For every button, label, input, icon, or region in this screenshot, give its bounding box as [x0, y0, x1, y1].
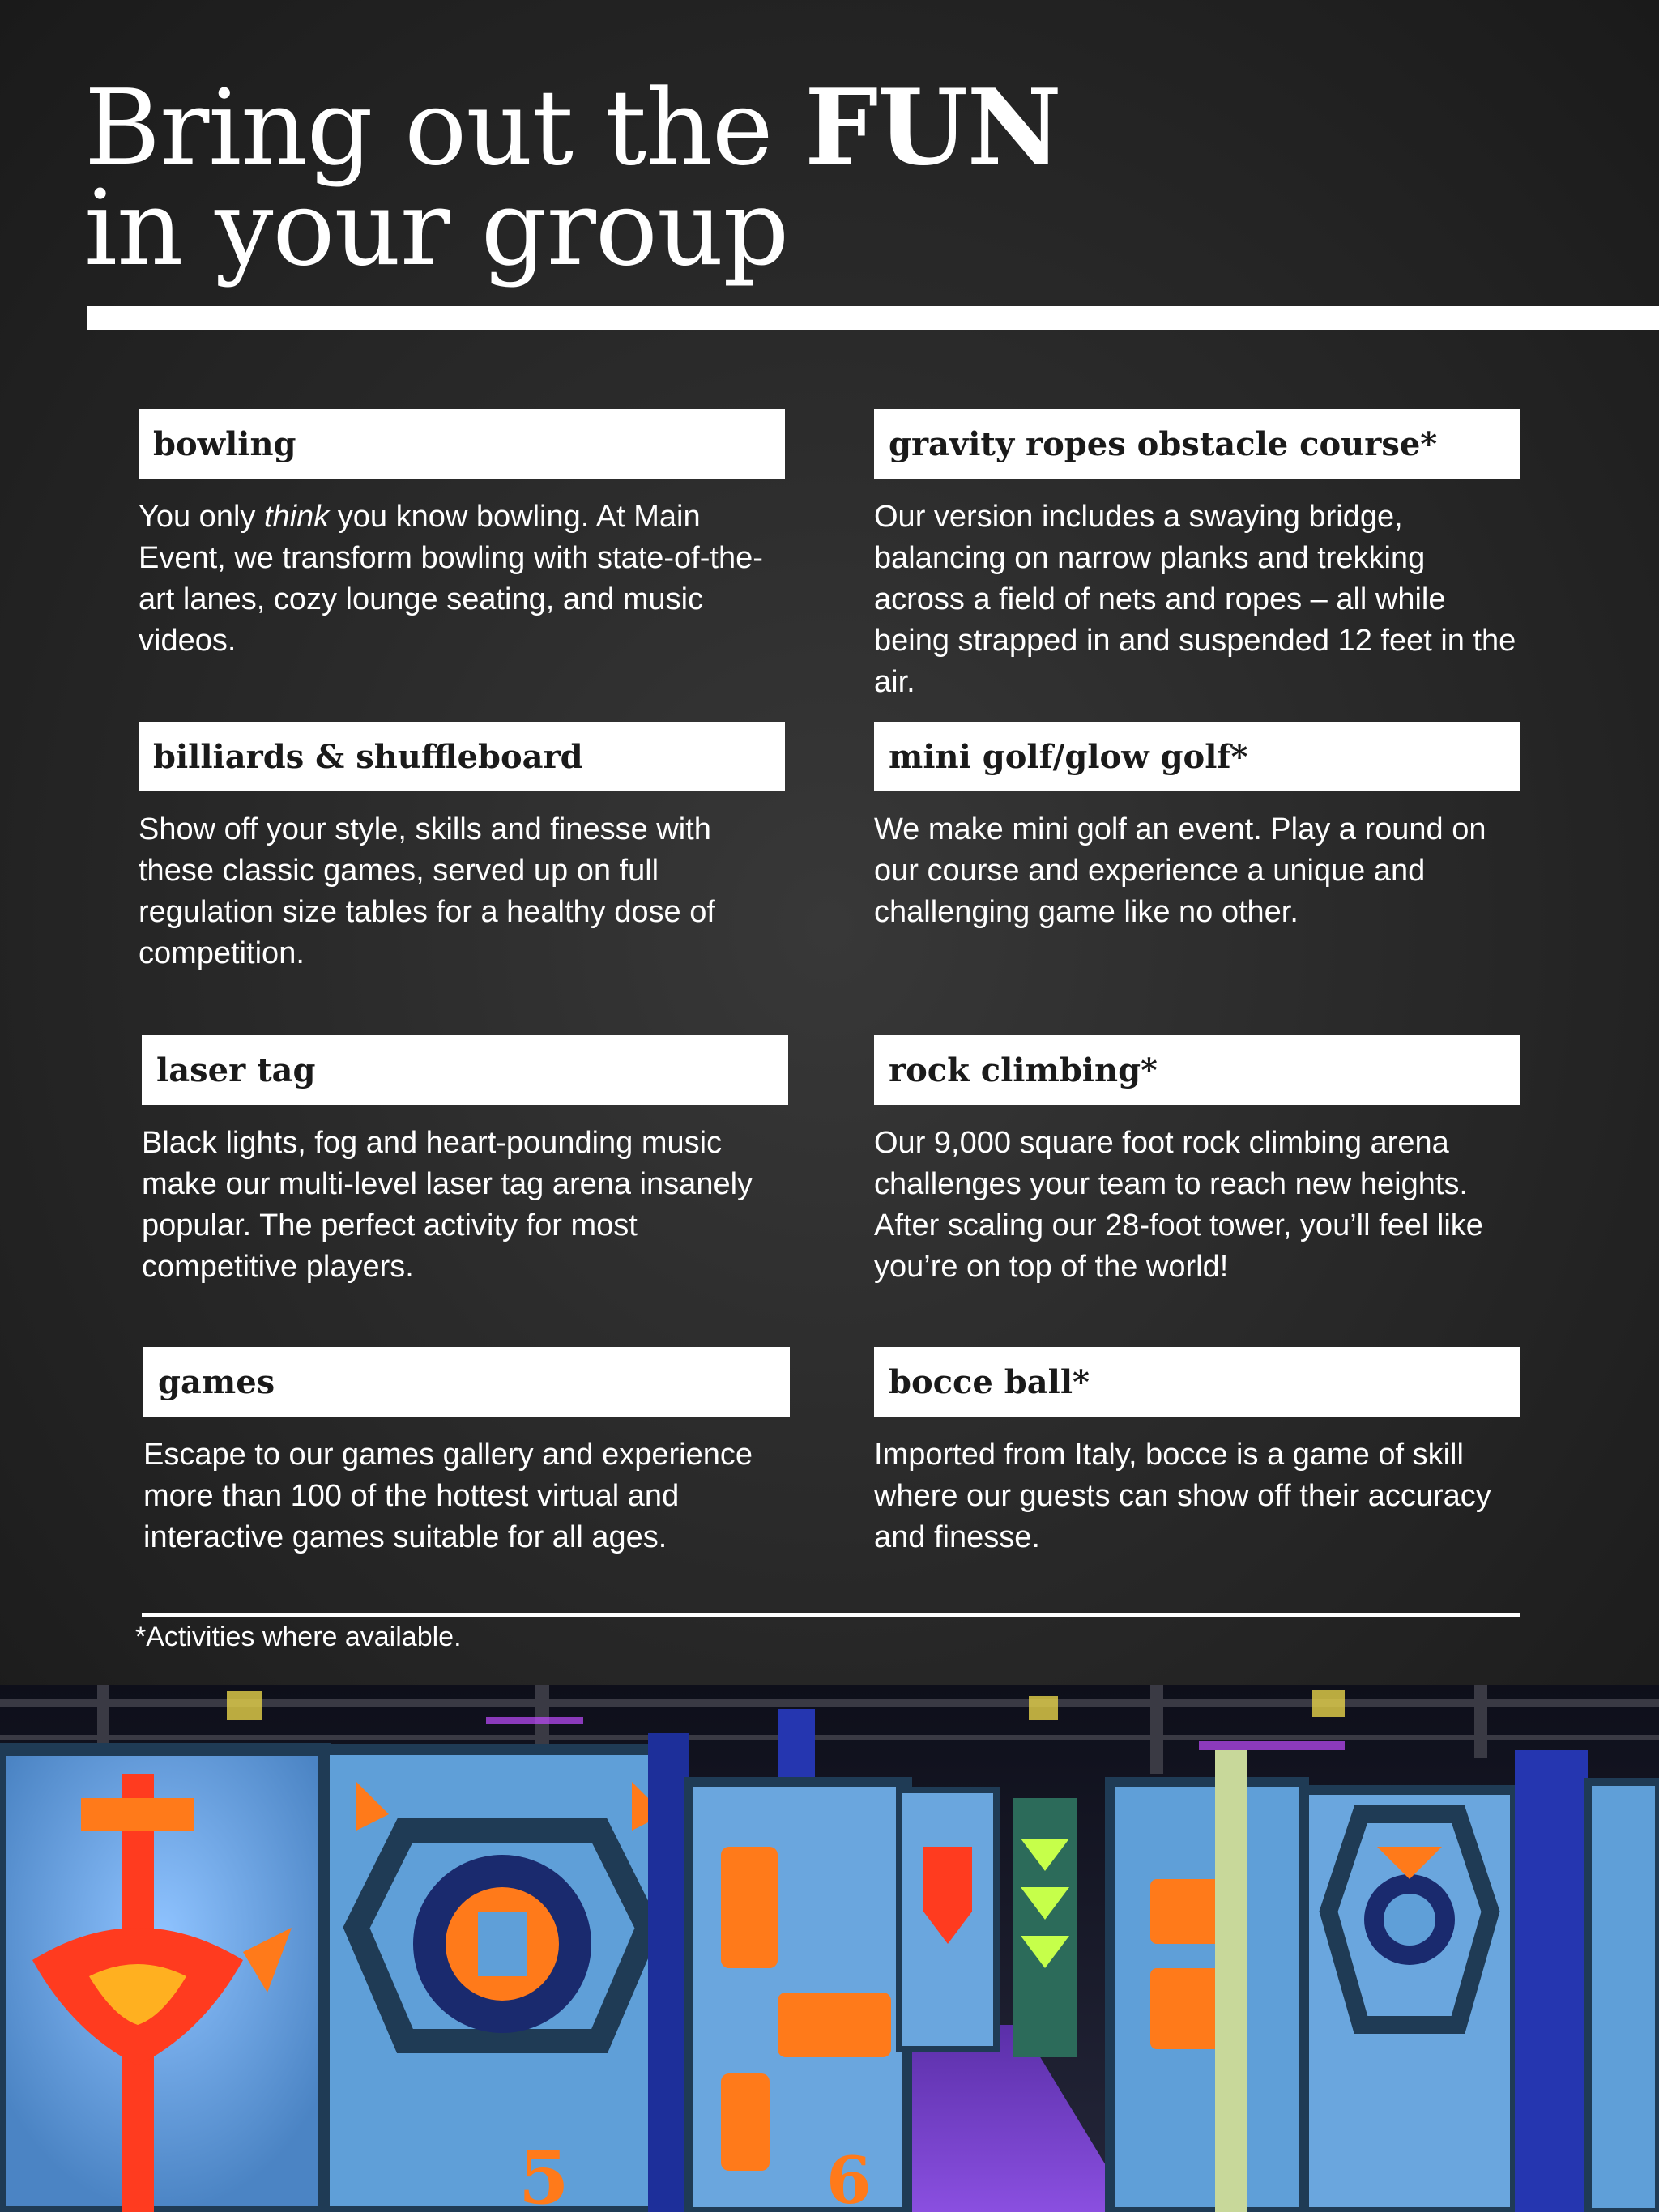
activity-title: bocce ball*: [874, 1347, 1520, 1417]
activity-card-billiards: [139, 722, 785, 974]
title-bold-text: FUN: [804, 67, 1061, 189]
activity-title: gravity ropes obstacle course*: [874, 409, 1520, 479]
title-light-text: Bring out the: [84, 68, 773, 189]
activity-description: Escape to our games gallery and experience more than 100 of the hottest virtual and interactive games suitable for all ages.: [143, 1438, 753, 1554]
header-divider: [87, 306, 1659, 330]
activity-description: Show off your style, skills and finesse with these classic games, served up on full regulation size tables for a healthy dose of competition.: [139, 812, 715, 970]
activity-title: games: [143, 1347, 790, 1417]
activity-card-bowling: [139, 409, 785, 662]
activity-description: Our 9,000 square foot rock climbing arena challenges your team to reach new heights. After scaling our 28-foot tower, you’ll feel like you’re on top of the world!: [874, 1126, 1483, 1284]
activity-description: Black lights, fog and heart-pounding music make our multi-level laser tag arena insanely popular. The perfect activity for most competitive players.: [142, 1126, 753, 1284]
activity-card-bocce-ball: [874, 1347, 1520, 1558]
activity-card-mini-golf: [874, 722, 1520, 933]
title-line-2: in your group: [84, 168, 789, 289]
activity-card-rock-climbing: [874, 1035, 1520, 1288]
activity-card-games: [143, 1347, 790, 1558]
page-title: [84, 67, 1061, 289]
activity-title: mini golf/glow golf*: [874, 722, 1520, 791]
activity-description: Imported from Italy, bocce is a game of skill where our guests can show off their accuracy and finesse.: [874, 1438, 1491, 1554]
activity-title: billiards & shuffleboard: [139, 722, 785, 791]
footer-divider: [142, 1613, 1520, 1617]
footnote: *Activities where available.: [135, 1622, 462, 1652]
activity-title: laser tag: [142, 1035, 788, 1105]
activity-description: Our version includes a swaying bridge, balancing on narrow planks and trekking across a field of nets and ropes – all while being strapped in and suspended 12 feet in the air.: [874, 500, 1516, 699]
activity-description: We make mini golf an event. Play a round on our course and experience a unique and challenging game like no other.: [874, 812, 1486, 929]
activity-title: bowling: [139, 409, 785, 479]
laser-tag-arena-photo: [0, 1685, 1659, 2212]
emphasis-text: think: [263, 500, 330, 534]
activity-description: You only think you know bowling. At Main Event, we transform bowling with state-of-the-art lanes, cozy lounge seating, and music videos.: [139, 500, 763, 658]
panel-number-5: 5: [518, 2135, 569, 2212]
panel-number-6: 6: [826, 2142, 872, 2212]
activity-title: rock climbing*: [874, 1035, 1520, 1105]
activity-card-gravity-ropes: [874, 409, 1520, 703]
activity-card-laser-tag: [142, 1035, 788, 1288]
